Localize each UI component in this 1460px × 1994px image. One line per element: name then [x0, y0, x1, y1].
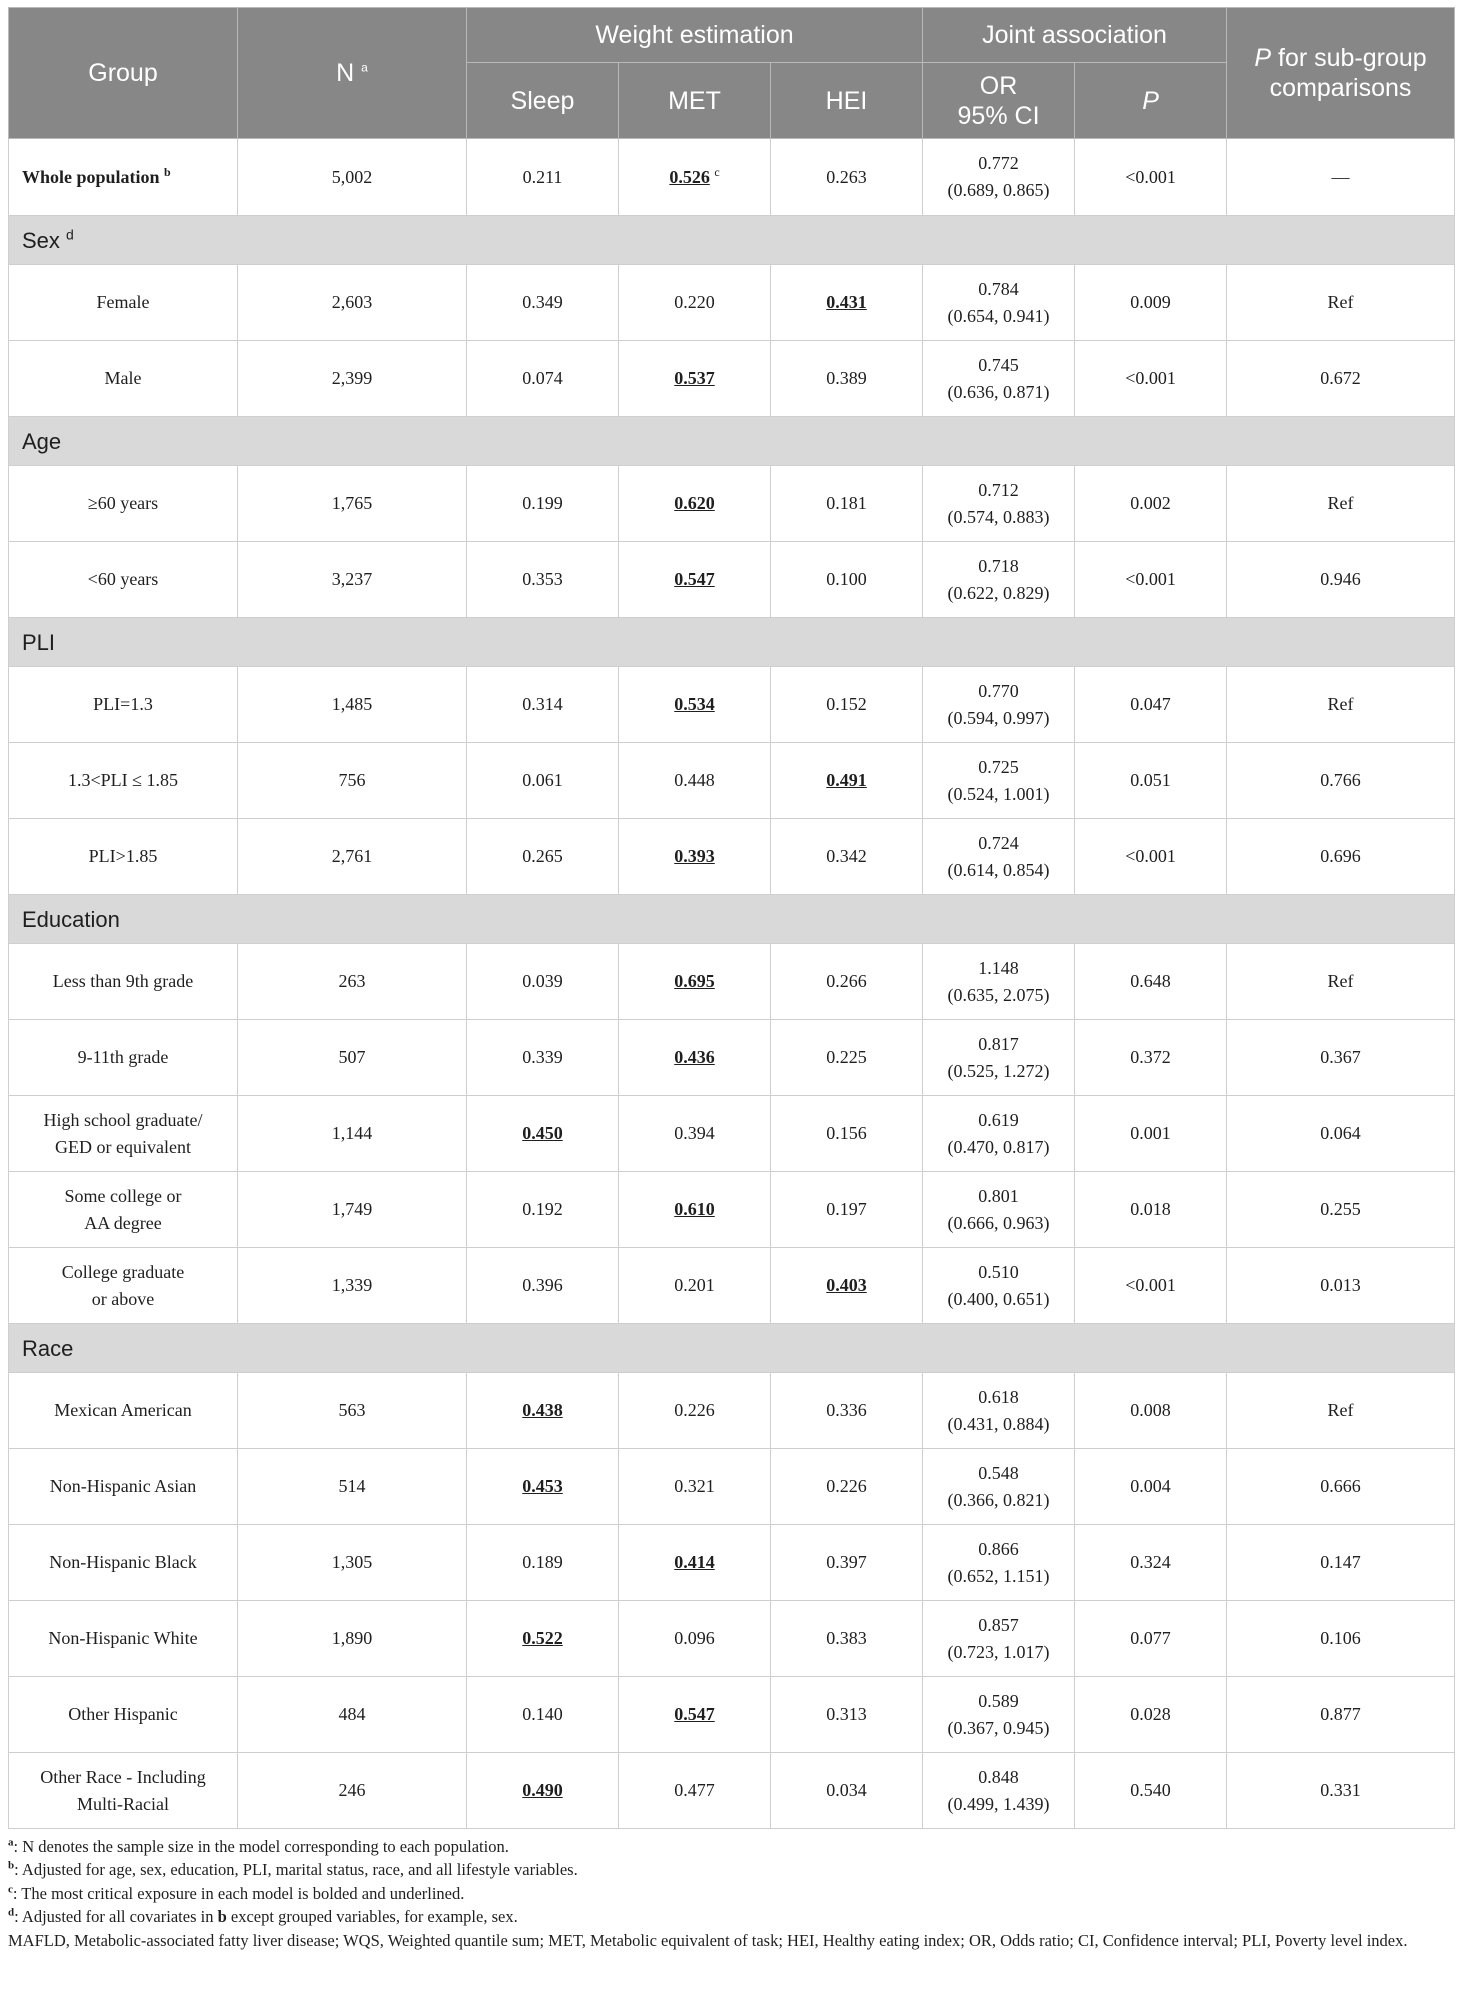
cell-p: 0.018: [1075, 1172, 1227, 1248]
cell-hei: 0.383: [771, 1601, 923, 1677]
section-header-row: [9, 618, 1455, 667]
critical-exposure-value: 0.414: [674, 1552, 715, 1572]
section-title-text: Age: [22, 428, 62, 454]
cell-p: 0.077: [1075, 1601, 1227, 1677]
ci-value: (0.723, 1.017): [947, 1641, 1050, 1662]
header-n-sup: a: [361, 60, 368, 75]
cell-p: 0.372: [1075, 1020, 1227, 1096]
cell-or-ci: [923, 466, 1075, 542]
header-p-subgroup: [1227, 8, 1455, 139]
header-p-italic: P: [1254, 44, 1272, 72]
ci-value: (0.470, 0.817): [947, 1136, 1050, 1157]
footnote-a-text: : N denotes the sample size in the model corresponding to each population.: [13, 1837, 509, 1856]
cell-sleep: 0.349: [467, 265, 619, 341]
or-value: 0.725: [978, 756, 1019, 777]
cell-n: 1,339: [238, 1248, 467, 1324]
footnote-d-bold-word: b: [217, 1907, 227, 1927]
footnote-b: [8, 1858, 1454, 1881]
cell-p-subgroup: 0.331: [1227, 1753, 1455, 1829]
or-value: 0.784: [978, 278, 1019, 299]
cell-group: Non-Hispanic Black: [9, 1525, 238, 1601]
results-table-container: [8, 7, 1454, 1952]
cell-met: [619, 1525, 771, 1601]
or-value: 0.724: [978, 832, 1019, 853]
header-p: P: [1075, 63, 1227, 139]
results-table: [8, 7, 1455, 1829]
header-hei: HEI: [771, 63, 923, 139]
cell-met: [619, 819, 771, 895]
cell-sleep: 0.192: [467, 1172, 619, 1248]
table-row: [9, 542, 1455, 618]
cell-or-ci: [923, 944, 1075, 1020]
table-row: [9, 341, 1455, 417]
cell-n: 563: [238, 1373, 467, 1449]
cell-n: 246: [238, 1753, 467, 1829]
or-value: 0.848: [978, 1766, 1019, 1787]
cell-hei: 0.225: [771, 1020, 923, 1096]
cell-p-subgroup: Ref: [1227, 944, 1455, 1020]
table-row: [9, 1601, 1455, 1677]
cell-group: Other Race - Including Multi-Racial: [9, 1753, 238, 1829]
table-row: [9, 1248, 1455, 1324]
cell-p-subgroup: 0.877: [1227, 1677, 1455, 1753]
footnote-b-mark: b: [8, 1859, 15, 1872]
cell-or-ci: [923, 139, 1075, 216]
footnote-d-text-after: except grouped variables, for example, sex.: [226, 1907, 518, 1927]
cell-met: [619, 944, 771, 1020]
ci-value: (0.431, 0.884): [947, 1413, 1050, 1434]
cell-sleep: 0.314: [467, 667, 619, 743]
cell-hei: 0.336: [771, 1373, 923, 1449]
cell-met: [619, 667, 771, 743]
cell-sleep: 0.140: [467, 1677, 619, 1753]
section-title: [9, 417, 1455, 466]
cell-group: Less than 9th grade: [9, 944, 238, 1020]
table-row: [9, 743, 1455, 819]
cell-n: 514: [238, 1449, 467, 1525]
section-title: [9, 895, 1455, 944]
cell-met: 0.477: [619, 1753, 771, 1829]
or-value: 0.857: [978, 1614, 1019, 1635]
section-title: [9, 1324, 1455, 1373]
ci-value: (0.622, 0.829): [947, 582, 1050, 603]
cell-p: <0.001: [1075, 341, 1227, 417]
cell-sleep: [467, 1601, 619, 1677]
header-joint-association: Joint association: [923, 8, 1227, 63]
cell-hei: [771, 743, 923, 819]
cell-p: 0.009: [1075, 265, 1227, 341]
cell-met: 0.096: [619, 1601, 771, 1677]
ci-value: (0.574, 0.883): [947, 506, 1050, 527]
or-value: 0.817: [978, 1033, 1019, 1054]
cell-or-ci: [923, 1373, 1075, 1449]
cell-hei: 0.226: [771, 1449, 923, 1525]
cell-or-ci: [923, 1525, 1075, 1601]
whole-group-sup: b: [164, 164, 171, 179]
cell-p: 0.648: [1075, 944, 1227, 1020]
cell-or-ci: [923, 1096, 1075, 1172]
footnotes: [8, 1835, 1454, 1952]
cell-sleep: 0.189: [467, 1525, 619, 1601]
cell-p-subgroup: 0.255: [1227, 1172, 1455, 1248]
cell-hei: 0.197: [771, 1172, 923, 1248]
cell-n: 3,237: [238, 542, 467, 618]
cell-hei: [771, 265, 923, 341]
critical-exposure-value: 0.490: [522, 1780, 563, 1800]
ci-value: (0.614, 0.854): [947, 859, 1050, 880]
table-row: [9, 265, 1455, 341]
cell-group: 1.3<PLI ≤ 1.85: [9, 743, 238, 819]
footnote-c: [8, 1882, 1454, 1905]
cell-hei: 0.397: [771, 1525, 923, 1601]
cell-n: 1,485: [238, 667, 467, 743]
cell-sleep: 0.339: [467, 1020, 619, 1096]
cell-hei: 0.389: [771, 341, 923, 417]
ci-value: (0.652, 1.151): [947, 1565, 1050, 1586]
cell-or-ci: [923, 743, 1075, 819]
cell-or-ci: [923, 1677, 1075, 1753]
cell-hei: 0.266: [771, 944, 923, 1020]
cell-p-subgroup: 0.147: [1227, 1525, 1455, 1601]
cell-hei: [771, 1248, 923, 1324]
cell-or-ci: [923, 542, 1075, 618]
cell-sleep: 0.061: [467, 743, 619, 819]
critical-exposure-value: 0.547: [674, 1704, 715, 1724]
header-p-rest: for sub-group comparisons: [1269, 44, 1427, 102]
cell-sleep: [467, 1373, 619, 1449]
cell-n: 1,144: [238, 1096, 467, 1172]
cell-met: [619, 466, 771, 542]
footnote-abbreviations: MAFLD, Metabolic-associated fatty liver disease; WQS, Weighted quantile sum; MET, Metabolic equivalent of task; HEI, Healthy eating index; OR, Odds ratio; CI, Confidence interval; PLI, Poverty level index.: [8, 1930, 1408, 1950]
cell-p: <0.001: [1075, 542, 1227, 618]
cell-n: 507: [238, 1020, 467, 1096]
header-group: Group: [9, 8, 238, 139]
table-row: [9, 1020, 1455, 1096]
cell-n: 5,002: [238, 139, 467, 216]
cell-sleep: [467, 1449, 619, 1525]
section-header-row: [9, 417, 1455, 466]
cell-p: <0.001: [1075, 819, 1227, 895]
cell-n: 756: [238, 743, 467, 819]
cell-p: 0.004: [1075, 1449, 1227, 1525]
table-row: [9, 1096, 1455, 1172]
header-n-label: N: [336, 59, 355, 87]
cell-or-ci: [923, 1449, 1075, 1525]
cell-p: <0.001: [1075, 139, 1227, 216]
or-value: 0.510: [978, 1261, 1019, 1282]
cell-p: 0.028: [1075, 1677, 1227, 1753]
footnote-c-mark: c: [8, 1883, 13, 1896]
cell-met: 0.394: [619, 1096, 771, 1172]
cell-group: Other Hispanic: [9, 1677, 238, 1753]
ci-value: (0.654, 0.941): [947, 305, 1050, 326]
cell-p: 0.051: [1075, 743, 1227, 819]
cell-met: [619, 341, 771, 417]
footnote-d-mark: d: [8, 1906, 15, 1919]
cell-p: 0.540: [1075, 1753, 1227, 1829]
section-header-row: [9, 1324, 1455, 1373]
header-sleep: Sleep: [467, 63, 619, 139]
critical-exposure-value: 0.438: [522, 1400, 563, 1420]
ci-value: (0.499, 1.439): [947, 1793, 1050, 1814]
cell-group: <60 years: [9, 542, 238, 618]
or-value: 0.712: [978, 479, 1019, 500]
section-title-text: Education: [22, 906, 120, 932]
cell-hei: 0.181: [771, 466, 923, 542]
table-row-whole-population: [9, 139, 1455, 216]
cell-sleep: 0.396: [467, 1248, 619, 1324]
cell-group: PLI=1.3: [9, 667, 238, 743]
cell-p: 0.324: [1075, 1525, 1227, 1601]
cell-or-ci: [923, 1248, 1075, 1324]
ci-value: (0.367, 0.945): [947, 1717, 1050, 1738]
cell-p-subgroup: 0.666: [1227, 1449, 1455, 1525]
cell-n: 1,305: [238, 1525, 467, 1601]
critical-exposure-value: 0.450: [522, 1123, 563, 1143]
cell-group: Male: [9, 341, 238, 417]
footnote-a: [8, 1835, 1454, 1858]
cell-group: Non-Hispanic White: [9, 1601, 238, 1677]
cell-sleep: 0.265: [467, 819, 619, 895]
cell-p: 0.001: [1075, 1096, 1227, 1172]
table-row: [9, 667, 1455, 743]
or-value: 1.148: [978, 957, 1019, 978]
or-value: 0.548: [978, 1462, 1019, 1483]
footnote-a-mark: a: [8, 1836, 14, 1849]
cell-hei: 0.313: [771, 1677, 923, 1753]
cell-met: 0.321: [619, 1449, 771, 1525]
ci-value: (0.525, 1.272): [947, 1060, 1050, 1081]
header-n: [238, 8, 467, 139]
cell-p: 0.008: [1075, 1373, 1227, 1449]
cell-n: 2,399: [238, 341, 467, 417]
ci-value: (0.636, 0.871): [947, 381, 1050, 402]
cell-or-ci: [923, 1172, 1075, 1248]
cell-group: ≥60 years: [9, 466, 238, 542]
cell-n: 263: [238, 944, 467, 1020]
footnote-b-text: : Adjusted for age, sex, education, PLI, marital status, race, and all lifestyle variables.: [14, 1860, 578, 1880]
critical-exposure-value: 0.547: [674, 569, 715, 589]
header-met: MET: [619, 63, 771, 139]
cell-sleep: 0.039: [467, 944, 619, 1020]
critical-exposure-value: 0.534: [674, 694, 715, 714]
cell-met: 0.220: [619, 265, 771, 341]
table-row: [9, 944, 1455, 1020]
cell-p: 0.047: [1075, 667, 1227, 743]
ci-value: (0.366, 0.821): [947, 1489, 1050, 1510]
or-value: 0.589: [978, 1690, 1019, 1711]
cell-group: [9, 139, 238, 216]
cell-group: 9-11th grade: [9, 1020, 238, 1096]
cell-or-ci: [923, 1020, 1075, 1096]
section-title: [9, 618, 1455, 667]
table-row: [9, 1172, 1455, 1248]
critical-exposure-value: 0.491: [826, 770, 867, 790]
critical-exposure-value: 0.436: [674, 1047, 715, 1067]
cell-or-ci: [923, 819, 1075, 895]
footnote-c-text: : The most critical exposure in each model is bolded and underlined.: [12, 1883, 465, 1903]
ci-value: (0.594, 0.997): [947, 707, 1050, 728]
or-value: 0.866: [978, 1538, 1019, 1559]
cell-p-subgroup: 0.672: [1227, 341, 1455, 417]
section-header-row: [9, 895, 1455, 944]
cell-sleep: 0.353: [467, 542, 619, 618]
cell-p-subgroup: 0.946: [1227, 542, 1455, 618]
cell-p-subgroup: —: [1227, 139, 1455, 216]
whole-met-sup: c: [714, 164, 720, 179]
cell-group: College graduate or above: [9, 1248, 238, 1324]
or-value: 0.801: [978, 1185, 1019, 1206]
table-row: [9, 819, 1455, 895]
cell-p-subgroup: Ref: [1227, 265, 1455, 341]
cell-met: 0.201: [619, 1248, 771, 1324]
footnote-d-text-before: : Adjusted for all covariates in: [14, 1907, 218, 1927]
header-weight-estimation: Weight estimation: [467, 8, 923, 63]
cell-p-subgroup: 0.106: [1227, 1601, 1455, 1677]
cell-n: 2,761: [238, 819, 467, 895]
cell-p-subgroup: 0.696: [1227, 819, 1455, 895]
section-title: [9, 216, 1455, 265]
cell-p-subgroup: Ref: [1227, 466, 1455, 542]
cell-sleep: 0.211: [467, 139, 619, 216]
cell-group: Some college or AA degree: [9, 1172, 238, 1248]
cell-met: [619, 139, 771, 216]
or-value: 0.718: [978, 555, 1019, 576]
ci-value: (0.666, 0.963): [947, 1212, 1050, 1233]
critical-exposure-value: 0.695: [674, 971, 715, 991]
cell-p-subgroup: 0.367: [1227, 1020, 1455, 1096]
or-value: 0.772: [978, 153, 1019, 173]
section-title-text: Sex: [22, 227, 60, 253]
cell-or-ci: [923, 1601, 1075, 1677]
cell-p: <0.001: [1075, 1248, 1227, 1324]
table-row: [9, 1753, 1455, 1829]
critical-exposure-value: 0.522: [522, 1628, 563, 1648]
cell-sleep: [467, 1096, 619, 1172]
whole-group-label: Whole population: [22, 166, 160, 187]
cell-n: 1,749: [238, 1172, 467, 1248]
cell-group: Non-Hispanic Asian: [9, 1449, 238, 1525]
or-value: 0.618: [978, 1386, 1019, 1407]
cell-p-subgroup: Ref: [1227, 667, 1455, 743]
table-header: [9, 8, 1455, 139]
footnote-d: [8, 1905, 1454, 1928]
cell-group: Female: [9, 265, 238, 341]
cell-hei: 0.156: [771, 1096, 923, 1172]
cell-hei: 0.342: [771, 819, 923, 895]
or-value: 0.619: [978, 1109, 1019, 1130]
cell-or-ci: [923, 341, 1075, 417]
cell-n: 1,765: [238, 466, 467, 542]
cell-sleep: [467, 1753, 619, 1829]
section-title-sup: d: [66, 226, 74, 243]
cell-met: [619, 1677, 771, 1753]
cell-p-subgroup: 0.766: [1227, 743, 1455, 819]
ci-value: (0.689, 0.865): [947, 180, 1050, 200]
cell-p-subgroup: 0.013: [1227, 1248, 1455, 1324]
section-title-text: PLI: [22, 629, 56, 655]
table-row: [9, 466, 1455, 542]
cell-sleep: 0.074: [467, 341, 619, 417]
critical-exposure-value: 0.431: [826, 292, 867, 312]
critical-exposure-value: 0.393: [674, 846, 715, 866]
critical-exposure-value: 0.453: [522, 1476, 563, 1496]
table-row: [9, 1373, 1455, 1449]
critical-exposure-value: 0.537: [674, 368, 715, 388]
cell-sleep: 0.199: [467, 466, 619, 542]
cell-met: 0.226: [619, 1373, 771, 1449]
cell-met: [619, 1020, 771, 1096]
header-or-ci: OR 95% CI: [923, 63, 1075, 139]
ci-value: (0.635, 2.075): [947, 984, 1050, 1005]
cell-hei: 0.152: [771, 667, 923, 743]
section-header-row: [9, 216, 1455, 265]
whole-met-value: 0.526: [669, 166, 710, 187]
table-row: [9, 1449, 1455, 1525]
table-row: [9, 1677, 1455, 1753]
cell-n: 1,890: [238, 1601, 467, 1677]
cell-n: 2,603: [238, 265, 467, 341]
cell-met: [619, 1172, 771, 1248]
cell-group: PLI>1.85: [9, 819, 238, 895]
cell-met: 0.448: [619, 743, 771, 819]
cell-n: 484: [238, 1677, 467, 1753]
cell-hei: 0.263: [771, 139, 923, 216]
or-value: 0.745: [978, 354, 1019, 375]
critical-exposure-value: 0.620: [674, 493, 715, 513]
cell-p-subgroup: 0.064: [1227, 1096, 1455, 1172]
or-value: 0.770: [978, 680, 1019, 701]
cell-p-subgroup: Ref: [1227, 1373, 1455, 1449]
critical-exposure-value: 0.610: [674, 1199, 715, 1219]
cell-or-ci: [923, 265, 1075, 341]
cell-group: Mexican American: [9, 1373, 238, 1449]
cell-hei: 0.100: [771, 542, 923, 618]
critical-exposure-value: 0.403: [826, 1275, 867, 1295]
cell-hei: 0.034: [771, 1753, 923, 1829]
ci-value: (0.400, 0.651): [947, 1288, 1050, 1309]
table-row: [9, 1525, 1455, 1601]
cell-or-ci: [923, 667, 1075, 743]
cell-or-ci: [923, 1753, 1075, 1829]
ci-value: (0.524, 1.001): [947, 783, 1050, 804]
cell-p: 0.002: [1075, 466, 1227, 542]
cell-met: [619, 542, 771, 618]
cell-group: High school graduate/ GED or equivalent: [9, 1096, 238, 1172]
table-body: [9, 139, 1455, 1829]
section-title-text: Race: [22, 1335, 74, 1361]
